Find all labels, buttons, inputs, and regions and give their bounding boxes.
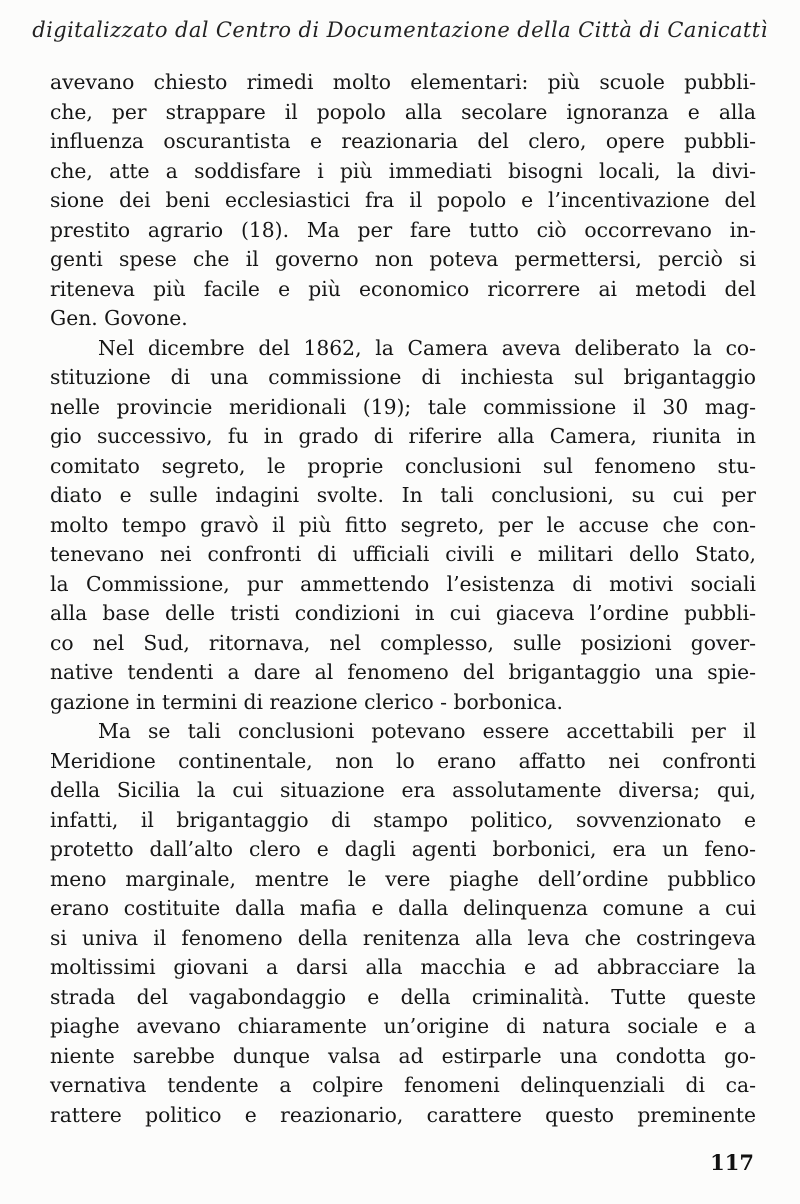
paragraph xyxy=(50,717,756,1130)
text-line: influenza oscurantista e reazionaria del clero, opere pubbli- xyxy=(50,129,756,153)
text-line: infatti, il brigantaggio di stampo politico, sovvenzionato e xyxy=(50,807,756,832)
text-line: della Sicilia la cui situazione era assolutamente diversa; qui, xyxy=(50,778,756,802)
text-line: gio successivo, fu in grado di riferire alla Camera, riunita in xyxy=(50,424,756,448)
paragraph xyxy=(50,68,756,334)
text-line: riteneva più facile e più economico ricorrere ai metodi del xyxy=(50,276,756,301)
text-line: vernativa tendente a colpire fenomeni delinquenziali di ca- xyxy=(50,1073,756,1097)
text-line: comitato segreto, le proprie conclusioni sul fenomeno stu- xyxy=(50,453,756,478)
text-line: che, per strappare il popolo alla secolare ignoranza e alla xyxy=(50,99,756,124)
text-line: gazione in termini di reazione clerico - borbonica. xyxy=(50,689,563,714)
text-line: piaghe avevano chiaramente un’origine di natura sociale e a xyxy=(50,1014,756,1038)
text-line: diato e sulle indagini svolte. In tali conclusioni, su cui per xyxy=(50,483,756,507)
text-line: co nel Sud, ritornava, nel complesso, sulle posizioni gover- xyxy=(50,630,756,655)
text-line: molto tempo gravò il più fitto segreto, per le accuse che con- xyxy=(50,512,756,537)
text-line: meno marginale, mentre le vere piaghe dell’ordine pubblico xyxy=(50,866,756,891)
text-line: Ma se tali conclusioni potevano essere accettabili per il xyxy=(98,719,756,743)
body-text xyxy=(50,68,756,1130)
text-line: stituzione di una commissione di inchiesta sul brigantaggio xyxy=(50,365,756,389)
text-line: rattere politico e reazionario, carattere questo preminente xyxy=(50,1102,756,1127)
text-line: erano costituite dalla mafia e dalla delinquenza comune a cui xyxy=(50,896,756,920)
text-line: alla base delle tristi condizioni in cui giaceva l’ordine pubbli- xyxy=(50,601,756,625)
text-line: si univa il fenomeno della renitenza alla leva che costringeva xyxy=(50,925,756,950)
page-number: 117 xyxy=(710,1150,754,1175)
text-line: la Commissione, pur ammettendo l’esistenza di motivi sociali xyxy=(50,571,756,596)
text-line: avevano chiesto rimedi molto elementari: più scuole pubbli- xyxy=(50,70,756,94)
text-line: moltissimi giovani a darsi alla macchia e ad abbracciare la xyxy=(50,955,756,979)
paragraph xyxy=(50,334,756,718)
text-line: prestito agrario (18). Ma per fare tutto ciò occorrevano in- xyxy=(50,217,756,242)
text-line: strada del vagabondaggio e della criminalità. Tutte queste xyxy=(50,984,756,1009)
text-line: native tendenti a dare al fenomeno del brigantaggio una spie- xyxy=(50,660,756,684)
text-line: niente sarebbe dunque valsa ad estirparle una condotta go- xyxy=(50,1043,756,1068)
text-line: Meridione continentale, non lo erano affatto nei confronti xyxy=(50,748,756,773)
text-line: tenevano nei confronti di ufficiali civili e militari dello Stato, xyxy=(50,542,756,566)
text-line: sione dei beni ecclesiastici fra il popolo e l’incentivazione del xyxy=(50,188,756,212)
text-line: protetto dall’alto clero e dagli agenti borbonici, era un feno- xyxy=(50,837,756,861)
text-line: che, atte a soddisfare i più immediati bisogni locali, la divi- xyxy=(50,158,756,183)
text-line: Nel dicembre del 1862, la Camera aveva deliberato la co- xyxy=(98,335,756,360)
digitization-watermark: digitalizzato dal Centro di Documentazione della Città di Canicattì xyxy=(32,18,768,42)
text-line: nelle provincie meridionali (19); tale commissione il 30 mag- xyxy=(50,394,756,419)
text-line: genti spese che il governo non poteva permettersi, perciò si xyxy=(50,247,756,271)
text-line: Gen. Govone. xyxy=(50,306,188,330)
